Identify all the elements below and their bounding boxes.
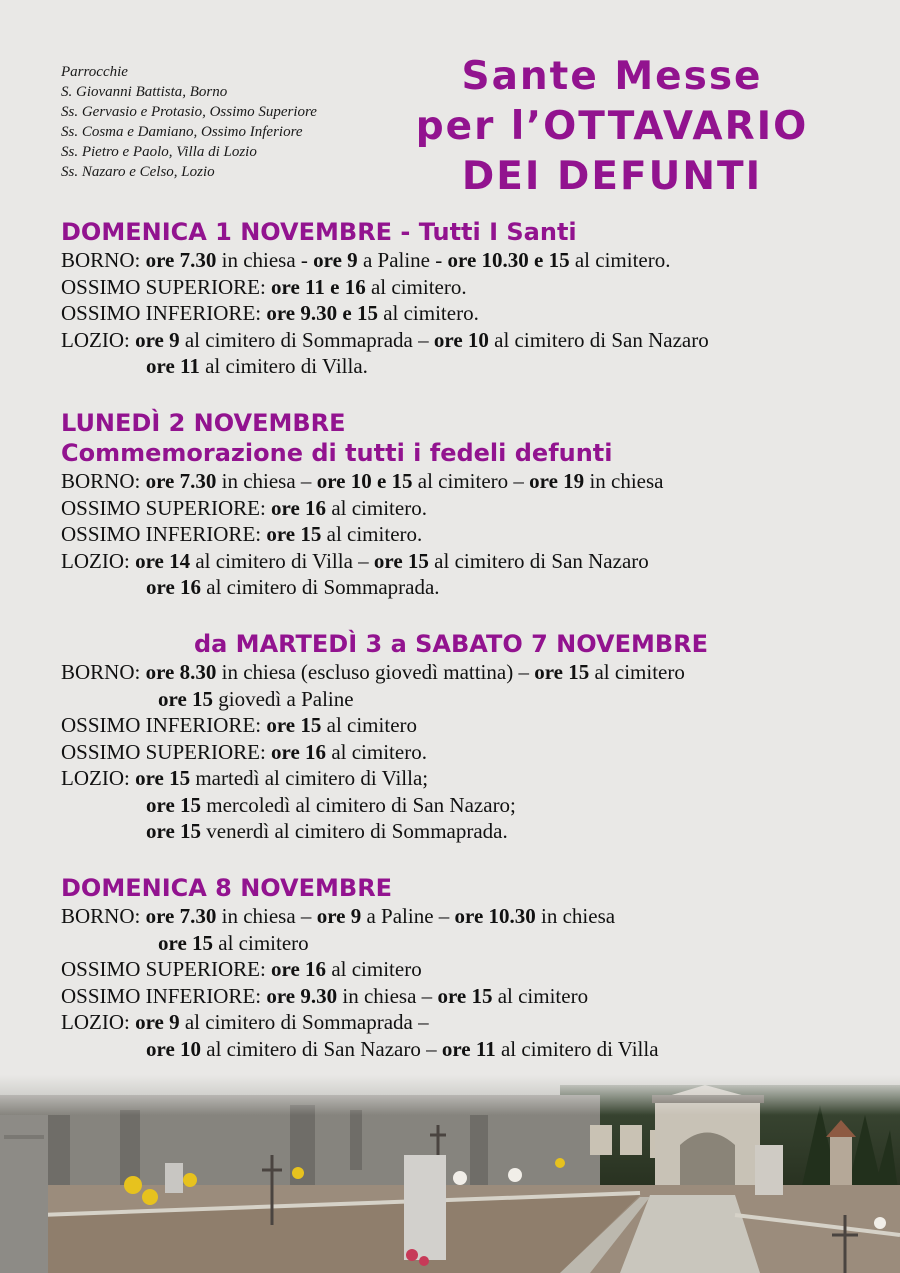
- schedule-line: OSSIMO INFERIORE: ore 15 al cimitero.: [61, 522, 423, 546]
- cemetery-photo: [0, 1075, 900, 1273]
- schedule-line: ore 11 al cimitero di Villa.: [146, 354, 368, 378]
- title-line: Sante Messe: [461, 54, 763, 99]
- schedule-line: OSSIMO SUPERIORE: ore 16 al cimitero.: [61, 495, 427, 520]
- section-heading: da MARTEDÌ 3 a SABATO 7 NOVEMBRE: [193, 630, 709, 658]
- schedule-line: OSSIMO SUPERIORE: ore 16 al cimitero: [61, 957, 422, 981]
- section-domenica-8: [61, 873, 851, 1062]
- schedule-line: ore 10 al cimitero di San Nazaro – ore 11 al cimitero di Villa: [146, 1036, 659, 1061]
- schedule-line: LOZIO: ore 15 martedì al cimitero di Villa;: [61, 766, 429, 790]
- schedule-line: ore 15 venerdì al cimitero di Sommaprada.: [146, 819, 508, 843]
- schedule-line: OSSIMO SUPERIORE: ore 16 al cimitero.: [61, 739, 427, 764]
- schedule-line: LOZIO: ore 9 al cimitero di Sommaprada – ore 10 al cimitero di San Nazaro: [61, 327, 709, 352]
- section-subheading: Commemorazione di tutti i fedeli defunti: [61, 439, 613, 467]
- schedule-line: OSSIMO SUPERIORE: ore 11 e 16 al cimitero.: [61, 274, 467, 299]
- section-heading: LUNEDÌ 2 NOVEMBRE: [61, 409, 346, 437]
- page-title: [392, 52, 832, 202]
- schedule-line: BORNO: ore 7.30 in chiesa – ore 9 a Paline – ore 10.30 in chiesa: [61, 904, 616, 928]
- schedule-line: BORNO: ore 8.30 in chiesa (escluso giovedì mattina) – ore 15 al cimitero: [61, 660, 685, 684]
- parish-item: Ss. Cosma e Damiano, Ossimo Inferiore: [61, 124, 303, 140]
- parish-item: S. Giovanni Battista, Borno: [61, 84, 228, 100]
- schedule-line: BORNO: ore 7.30 in chiesa - ore 9 a Paline - ore 10.30 e 15 al cimitero.: [61, 248, 671, 272]
- section-domenica-1: [61, 217, 851, 380]
- section-lunedi-2: [61, 408, 851, 601]
- section-martedi-sabato: [61, 629, 851, 845]
- schedule-line: ore 15 al cimitero: [158, 930, 309, 955]
- parish-item: Ss. Nazaro e Celso, Lozio: [61, 164, 215, 180]
- schedule-line: ore 15 giovedì a Paline: [158, 686, 354, 711]
- schedule-line: BORNO: ore 7.30 in chiesa – ore 10 e 15 al cimitero – ore 19 in chiesa: [61, 469, 664, 493]
- schedule-line: OSSIMO INFERIORE: ore 9.30 in chiesa – ore 15 al cimitero: [61, 983, 589, 1008]
- schedule-line: OSSIMO INFERIORE: ore 15 al cimitero: [61, 713, 418, 737]
- section-heading: DOMENICA 1 NOVEMBRE - Tutti I Santi: [61, 218, 577, 246]
- section-heading: DOMENICA 8 NOVEMBRE: [61, 874, 393, 902]
- schedule-line: OSSIMO INFERIORE: ore 9.30 e 15 al cimitero.: [61, 301, 479, 325]
- parish-item: Ss. Gervasio e Protasio, Ossimo Superiore: [61, 104, 317, 120]
- schedule-line: LOZIO: ore 14 al cimitero di Villa – ore 15 al cimitero di San Nazaro: [61, 548, 649, 573]
- title-line: DEI DEFUNTI: [461, 154, 763, 199]
- schedule-line: ore 16 al cimitero di Sommaprada.: [146, 575, 440, 599]
- schedule-line: LOZIO: ore 9 al cimitero di Sommaprada –: [61, 1010, 429, 1034]
- schedule-line: ore 15 mercoledì al cimitero di San Nazaro;: [146, 792, 516, 817]
- title-line: per l’OTTAVARIO: [415, 104, 809, 149]
- parish-item: Ss. Pietro e Paolo, Villa di Lozio: [61, 144, 257, 160]
- parishes-block: [61, 62, 317, 182]
- parishes-label: Parrocchie: [61, 64, 128, 80]
